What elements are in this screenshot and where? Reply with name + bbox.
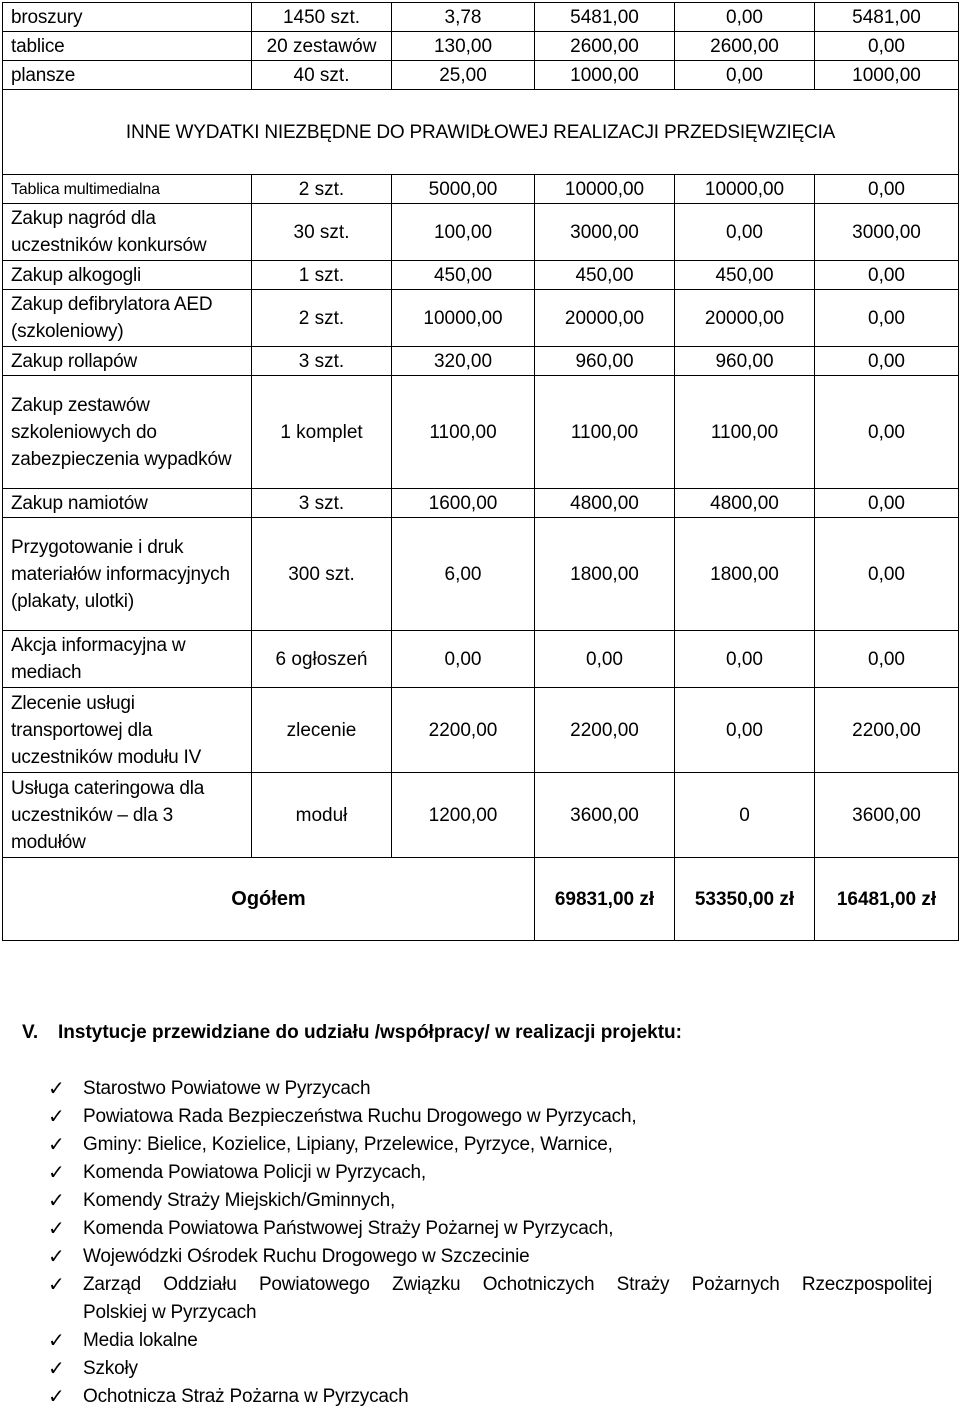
row-value-2: 0,00: [815, 175, 959, 204]
row-value-1: 960,00: [675, 347, 815, 376]
checkmark-icon: ✓: [48, 1190, 65, 1212]
row-unit-price: 10000,00: [392, 290, 535, 347]
row-quantity: 30 szt.: [252, 204, 392, 261]
row-name: Zakup defibrylatora AED (szkoleniowy): [3, 290, 252, 347]
section-v-heading: [22, 1022, 942, 1044]
row-value-1: 0,00: [675, 631, 815, 688]
checkmark-icon: ✓: [48, 1078, 65, 1100]
table-row: [3, 688, 959, 773]
row-name: Zakup alkogogli: [3, 261, 252, 290]
row-quantity: 40 szt.: [252, 61, 392, 90]
row-value-2: 0,00: [815, 261, 959, 290]
checkmark-icon: ✓: [48, 1218, 65, 1240]
row-value-2: 3000,00: [815, 204, 959, 261]
row-total: 450,00: [535, 261, 675, 290]
row-total: 1000,00: [535, 61, 675, 90]
row-name: tablice: [3, 32, 252, 61]
row-value-1: 0,00: [675, 3, 815, 32]
checkmark-icon: ✓: [48, 1134, 65, 1156]
table-row: [3, 32, 959, 61]
checkmark-icon: ✓: [48, 1274, 65, 1296]
row-quantity: 2 szt.: [252, 175, 392, 204]
row-name: Zakup namiotów: [3, 489, 252, 518]
checkmark-icon: ✓: [48, 1386, 65, 1408]
table-row: [3, 376, 959, 489]
section-heading: INNE WYDATKI NIEZBĘDNE DO PRAWIDŁOWEJ REALIZACJI PRZEDSIĘWZIĘCIA: [3, 90, 959, 175]
institution-text: Komenda Powiatowa Państwowej Straży Pożarnej w Pyrzycach,: [83, 1218, 614, 1239]
section-v-title: Instytucje przewidziane do udziału /współpracy/ w realizacji projektu:: [58, 1022, 682, 1043]
row-quantity: moduł: [252, 773, 392, 858]
row-quantity: 3 szt.: [252, 347, 392, 376]
row-quantity: 6 ogłoszeń: [252, 631, 392, 688]
institution-text: Zarząd Oddziału Powiatowego Związku Ochotniczych Straży Pożarnych Rzeczpospolitej: [83, 1274, 932, 1295]
table-row: [3, 773, 959, 858]
row-total: 5481,00: [535, 3, 675, 32]
row-value-1: 0,00: [675, 61, 815, 90]
row-total: 3600,00: [535, 773, 675, 858]
row-name: broszury: [3, 3, 252, 32]
list-item: [48, 1355, 932, 1383]
row-unit-price: 6,00: [392, 518, 535, 631]
row-total: 20000,00: [535, 290, 675, 347]
row-name: Zakup rollapów: [3, 347, 252, 376]
institution-text: Ochotnicza Straż Pożarna w Pyrzycach: [83, 1386, 409, 1407]
row-value-1: 0: [675, 773, 815, 858]
row-unit-price: 1200,00: [392, 773, 535, 858]
institutions-list: [48, 1075, 932, 1411]
row-value-2: 0,00: [815, 631, 959, 688]
row-name: Przygotowanie i druk materiałów informacyjnych (plakaty, ulotki): [3, 518, 252, 631]
row-total: 1100,00: [535, 376, 675, 489]
row-value-2: 2200,00: [815, 688, 959, 773]
table-row: [3, 347, 959, 376]
list-item: [48, 1299, 932, 1327]
row-total: 0,00: [535, 631, 675, 688]
institution-text: Szkoły: [83, 1358, 138, 1379]
row-value-1: 1100,00: [675, 376, 815, 489]
row-unit-price: 450,00: [392, 261, 535, 290]
row-quantity: 1450 szt.: [252, 3, 392, 32]
row-value-2: 0,00: [815, 518, 959, 631]
section-heading-row: [3, 90, 959, 175]
row-unit-price: 1100,00: [392, 376, 535, 489]
row-value-2: 0,00: [815, 489, 959, 518]
row-value-1: 0,00: [675, 688, 815, 773]
row-value-1: 0,00: [675, 204, 815, 261]
table-row: [3, 631, 959, 688]
row-value-1: 4800,00: [675, 489, 815, 518]
checkmark-icon: ✓: [48, 1106, 65, 1128]
row-name: Zakup nagród dla uczestników konkursów: [3, 204, 252, 261]
row-value-1: 10000,00: [675, 175, 815, 204]
table-row: [3, 3, 959, 32]
row-name: plansze: [3, 61, 252, 90]
row-name: Tablica multimedialna: [3, 175, 252, 204]
row-total: 4800,00: [535, 489, 675, 518]
checkmark-icon: ✓: [48, 1246, 65, 1268]
row-name: Usługa cateringowa dla uczestników – dla 3 modułów: [3, 773, 252, 858]
institution-text: Polskiej w Pyrzycach: [83, 1302, 257, 1323]
row-unit-price: 1600,00: [392, 489, 535, 518]
row-unit-price: 130,00: [392, 32, 535, 61]
checkmark-icon: ✓: [48, 1358, 65, 1380]
list-item: [48, 1243, 932, 1271]
row-total: 1800,00: [535, 518, 675, 631]
institution-text: Komendy Straży Miejskich/Gminnych,: [83, 1190, 396, 1211]
table-row: [3, 518, 959, 631]
row-value-2: 0,00: [815, 32, 959, 61]
row-unit-price: 2200,00: [392, 688, 535, 773]
row-total: 960,00: [535, 347, 675, 376]
row-value-2: 0,00: [815, 376, 959, 489]
row-quantity: 1 komplet: [252, 376, 392, 489]
institution-text: Gminy: Bielice, Kozielice, Lipiany, Przelewice, Pyrzyce, Warnice,: [83, 1134, 613, 1155]
list-item: [48, 1187, 932, 1215]
table-row: [3, 261, 959, 290]
row-unit-price: 25,00: [392, 61, 535, 90]
list-item: [48, 1327, 932, 1355]
list-item: [48, 1159, 932, 1187]
row-unit-price: 0,00: [392, 631, 535, 688]
totals-total: 69831,00 zł: [535, 858, 675, 941]
row-unit-price: 320,00: [392, 347, 535, 376]
row-value-1: 20000,00: [675, 290, 815, 347]
row-total: 2600,00: [535, 32, 675, 61]
row-value-2: 0,00: [815, 290, 959, 347]
row-quantity: 300 szt.: [252, 518, 392, 631]
row-unit-price: 3,78: [392, 3, 535, 32]
table-row: [3, 175, 959, 204]
checkmark-icon: ✓: [48, 1162, 65, 1184]
row-name: Zlecenie usługi transportowej dla uczestników modułu IV: [3, 688, 252, 773]
row-value-2: 5481,00: [815, 3, 959, 32]
row-unit-price: 100,00: [392, 204, 535, 261]
list-item: [48, 1271, 932, 1299]
table-row: [3, 489, 959, 518]
row-total: 10000,00: [535, 175, 675, 204]
totals-c1: 53350,00 zł: [675, 858, 815, 941]
row-value-1: 450,00: [675, 261, 815, 290]
list-item: [48, 1215, 932, 1243]
row-quantity: 2 szt.: [252, 290, 392, 347]
table-row: [3, 61, 959, 90]
row-name: Akcja informacyjna w mediach: [3, 631, 252, 688]
institution-text: Powiatowa Rada Bezpieczeństwa Ruchu Drogowego w Pyrzycach,: [83, 1106, 637, 1127]
table-row: [3, 290, 959, 347]
row-value-2: 1000,00: [815, 61, 959, 90]
institution-text: Starostwo Powiatowe w Pyrzycach: [83, 1078, 371, 1099]
totals-c2: 16481,00 zł: [815, 858, 959, 941]
row-quantity: 1 szt.: [252, 261, 392, 290]
list-item: [48, 1383, 932, 1411]
list-item: [48, 1131, 932, 1159]
row-value-1: 1800,00: [675, 518, 815, 631]
checkmark-icon: ✓: [48, 1330, 65, 1352]
list-item: [48, 1103, 932, 1131]
row-total: 3000,00: [535, 204, 675, 261]
totals-label: Ogółem: [3, 858, 535, 941]
row-quantity: zlecenie: [252, 688, 392, 773]
row-quantity: 3 szt.: [252, 489, 392, 518]
table-row: [3, 204, 959, 261]
institution-text: Media lokalne: [83, 1330, 198, 1351]
budget-table: [2, 2, 959, 941]
list-item: [48, 1075, 932, 1103]
row-value-2: 3600,00: [815, 773, 959, 858]
institution-text: Wojewódzki Ośrodek Ruchu Drogowego w Szczecinie: [83, 1246, 530, 1267]
row-value-2: 0,00: [815, 347, 959, 376]
row-value-1: 2600,00: [675, 32, 815, 61]
totals-row: [3, 858, 959, 941]
row-name: Zakup zestawów szkoleniowych do zabezpieczenia wypadków: [3, 376, 252, 489]
row-total: 2200,00: [535, 688, 675, 773]
row-unit-price: 5000,00: [392, 175, 535, 204]
section-v-number: V.: [22, 1022, 39, 1043]
institution-text: Komenda Powiatowa Policji w Pyrzycach,: [83, 1162, 426, 1183]
row-quantity: 20 zestawów: [252, 32, 392, 61]
